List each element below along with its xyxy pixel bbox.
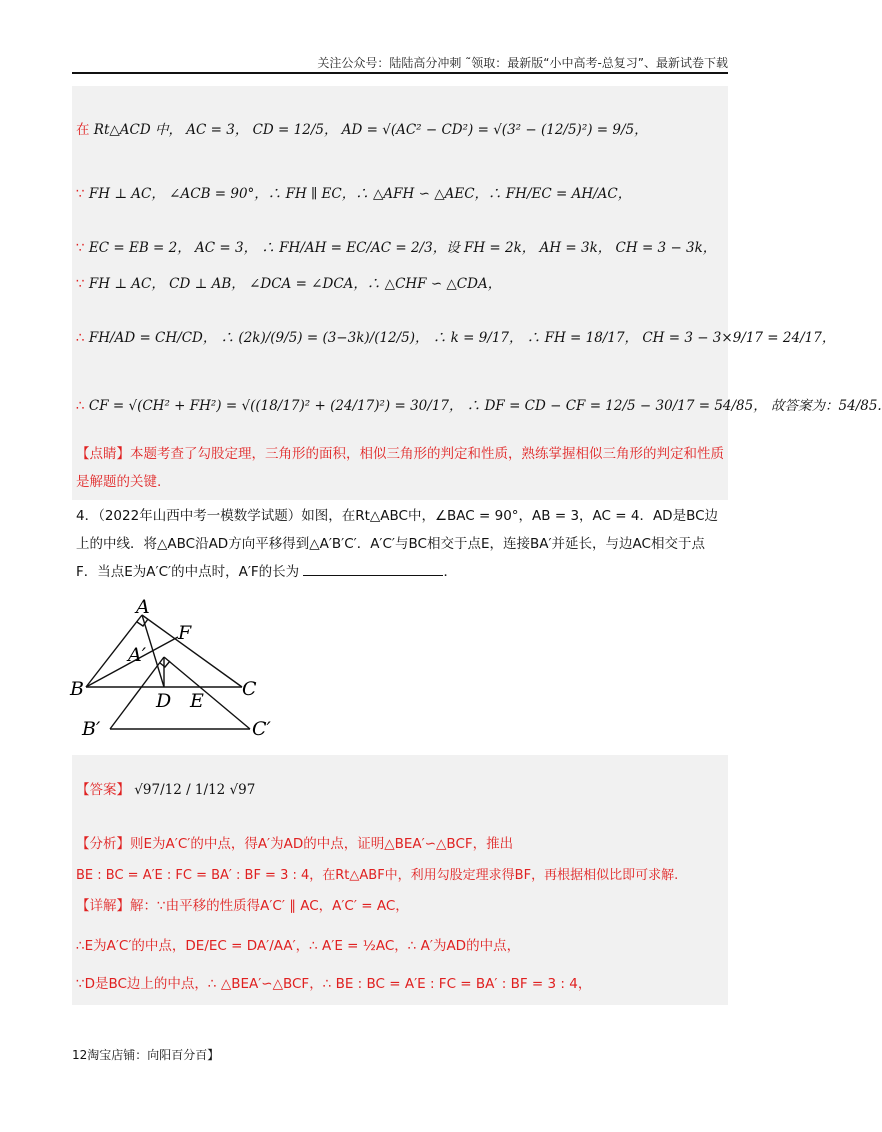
detail-block: 【详解】解：∵由平移的性质得A′C′ ∥ AC，A′C′ = AC， xyxy=(76,898,409,914)
detail-line-2: ∴E为A′C′的中点，DE/EC = DA′/AA′，∴ A′E = ½AC，∴ A′为AD的中点， xyxy=(76,938,521,954)
label-D: D xyxy=(156,690,172,712)
answer-label: 【答案】 xyxy=(76,782,130,798)
label-E: E xyxy=(190,690,204,712)
solution-line-6: ∴ CF = √(CH² + FH²) = √((18/17)² + (24/17)²) = 30/17， ∴ DF = CD − CF = 12/5 − 30/17 = 54/85， 故答案为：54/85. xyxy=(76,398,882,414)
geometry-figure xyxy=(70,595,290,745)
segment-AC xyxy=(142,615,242,687)
solution-line-1: 在 Rt△ACD 中， AC = 3， CD = 12/5， AD = √(AC² − CD²) = √(3² − (12/5)²) = 9/5， xyxy=(76,122,648,138)
answer-blank xyxy=(303,561,443,576)
solution-line-2: ∵ FH ⊥ AC， ∠ACB = 90°，∴ FH ∥ EC，∴ △AFH ∽ △AEC，∴ FH/EC = AH/AC， xyxy=(76,186,632,202)
question-4: 4．（2022年山西中考一模数学试题）如图，在Rt△ABC中，∠BAC = 90°，AB = 3，AC = 4．AD是BC边上的中线．将△ABC沿AD方向平移得到△A′B′C′．A′C′与BC相交于点E，连接BA′并延长，与边AC相交于点F．当点E为A′C′的中点时，A′F的长为 ． xyxy=(76,508,719,580)
label-C: C xyxy=(242,678,257,700)
label-B: B xyxy=(70,678,84,700)
segment-A1C1 xyxy=(164,657,250,729)
analysis-label: 【分析】 xyxy=(76,836,130,852)
page-header: 关注公众号：陆陆高分冲刺 ˜领取：最新版“小中高考-总复习”、最新试卷下载 xyxy=(317,56,728,70)
answer-value: √97/12 / 1/12 √97 xyxy=(134,782,256,798)
label-B1: B′ xyxy=(82,718,101,740)
label-A1: A′ xyxy=(128,644,147,666)
detail-label: 【详解】 xyxy=(76,898,130,914)
solution-line-5: ∴ FH/AD = CH/CD， ∴ (2k)/(9/5) = (3−3k)/(12/5)， ∴ k = 9/17， ∴ FH = 18/17， CH = 3 − 3×9/17 = 24/17， xyxy=(76,330,836,346)
label-C1: C′ xyxy=(252,718,271,740)
analysis-block: 【分析】则E为A′C′的中点，得A′为AD的中点，证明△BEA′∽△BCF，推出 xyxy=(76,836,514,852)
detail-line-3: ∵D是BC边上的中点，∴ △BEA′∽△BCF，∴ BE : BC = A′E : FC = BA′ : BF = 3 : 4， xyxy=(76,976,592,992)
solution-background xyxy=(72,86,728,500)
label-F: F xyxy=(178,622,192,644)
label-A: A xyxy=(136,596,150,618)
comment-text: 本题考查了勾股定理，三角形的面积，相似三角形的判定和性质，熟练掌握相似三角形的判定和性质是解题的关键. xyxy=(76,446,724,490)
header-rule xyxy=(72,72,728,74)
right-angle-A1 xyxy=(160,661,170,667)
analysis-line-2: BE : BC = A′E : FC = BA′ : BF = 3 : 4，在Rt△ABF中，利用勾股定理求得BF，再根据相似比即可求解. xyxy=(76,868,679,883)
answer-block xyxy=(76,776,726,804)
solution-line-3: ∵ EC = EB = 2， AC = 3， ∴ FH/AH = EC/AC = 2/3，设 FH = 2k， AH = 3k， CH = 3 − 3k， xyxy=(76,240,717,256)
question-text: 如图，在Rt△ABC中，∠BAC = 90°，AB = 3，AC = 4．AD是BC边上的中线．将△ABC沿AD方向平移得到△A′B′C′．A′C′与BC相交于点E，连接BA′并延长，与边AC相交于点F．当点E为A′C′的中点时，A′F的长为 xyxy=(76,508,719,580)
comment-label: 【点睛】 xyxy=(76,446,130,462)
page-footer: 12淘宝店铺：向阳百分百】 xyxy=(72,1048,220,1062)
solution-line-4: ∵ FH ⊥ AC， CD ⊥ AB， ∠DCA = ∠DCA，∴ △CHF ∽ △CDA， xyxy=(76,276,502,292)
question-source: （2022年山西中考一模数学试题） xyxy=(98,508,302,524)
comment-block xyxy=(76,440,726,496)
question-number: 4． xyxy=(76,508,99,524)
